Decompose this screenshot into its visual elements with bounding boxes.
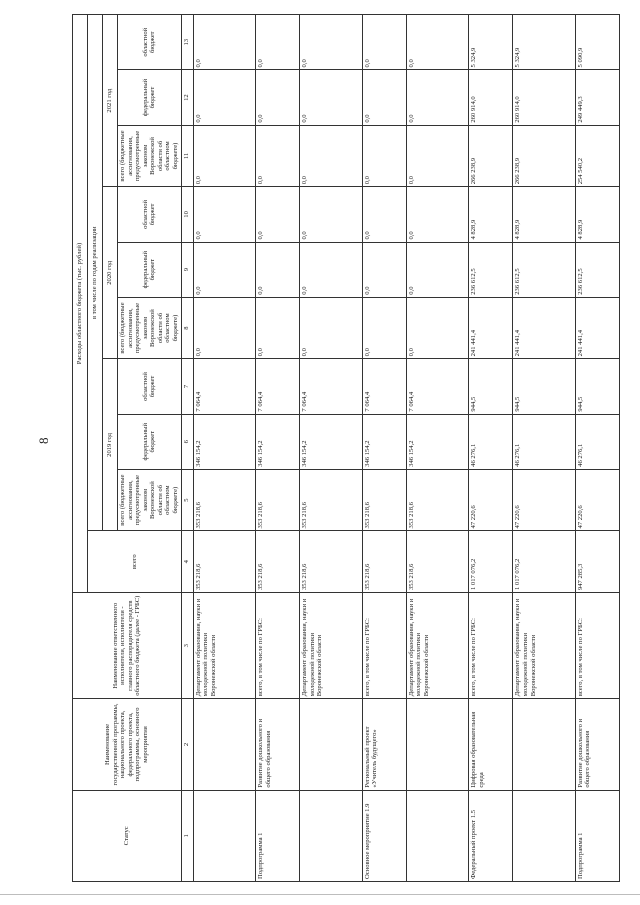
header-year-2021: 2021 год — [103, 15, 118, 187]
table-row — [193, 15, 255, 882]
row-value: 947 285,3 — [575, 531, 619, 593]
scan-bottom-rule — [0, 894, 640, 895]
row-value: 241 441,4 — [575, 297, 619, 359]
row-value: 266 238,9 — [469, 125, 513, 187]
row-value: 266 238,9 — [513, 125, 575, 187]
row-value: 47 220,6 — [575, 469, 619, 531]
row-value: 1 017 076,2 — [513, 531, 575, 593]
table-body — [193, 15, 619, 882]
header-year-2019: 2019 год — [103, 359, 118, 531]
column-number: 7 — [181, 359, 193, 414]
row-value: 241 441,4 — [513, 297, 575, 359]
row-value: 0,0 — [406, 187, 468, 242]
header-total: всего — [88, 531, 182, 593]
row-value: 0,0 — [300, 15, 362, 70]
row-executor: Департамент образования, науки и молодежной политики Воронежской области — [406, 593, 468, 699]
row-value: 260 914,0 — [513, 70, 575, 125]
row-executor: всего, в том числе по ГРБС: — [469, 593, 513, 699]
row-value: 46 276,1 — [469, 414, 513, 469]
row-program-name — [513, 699, 575, 790]
row-executor: всего, в том числе по ГРБС: — [362, 593, 406, 699]
row-value: 236 612,5 — [469, 242, 513, 297]
row-value: 353 218,6 — [256, 531, 300, 593]
row-value: 0,0 — [193, 187, 255, 242]
row-value: 236 612,5 — [513, 242, 575, 297]
row-program-name: Развитие дошкольного и общего образования — [256, 699, 300, 790]
row-value: 353 218,6 — [406, 531, 468, 593]
row-value: 5 090,9 — [575, 15, 619, 70]
row-value: 0,0 — [406, 70, 468, 125]
row-value: 4 828,9 — [469, 187, 513, 242]
row-value: 944,5 — [469, 359, 513, 414]
row-value: 353 218,6 — [362, 531, 406, 593]
row-value: 7 064,4 — [300, 359, 362, 414]
row-status: Основное мероприятие 1.9 — [362, 790, 406, 881]
row-status — [300, 790, 362, 881]
row-status: Подпрограмма 1 — [575, 790, 619, 881]
table-row — [256, 15, 300, 882]
row-value: 0,0 — [300, 297, 362, 359]
header-total-assign-2021: всего (бюджетные ассигнования, предусмотренные законом Воронежской области об областном бюджете) — [118, 125, 182, 187]
table-row — [300, 15, 362, 882]
column-number: 10 — [181, 187, 193, 242]
column-number: 5 — [181, 469, 193, 531]
row-program-name: Региональный проект «Учитель будущего» — [362, 699, 406, 790]
row-value: 346 154,2 — [300, 414, 362, 469]
table-row — [469, 15, 513, 882]
header-total-assign-2019: всего (бюджетные ассигнования, предусмотренные законом Воронежской области об областном бюджете) — [118, 469, 182, 531]
header-total-assign-2020: всего (бюджетные ассигнования, предусмотренные законом Воронежской области об областном бюджете) — [118, 297, 182, 359]
table-row — [513, 15, 575, 882]
row-value: 236 612,5 — [575, 242, 619, 297]
row-value: 346 154,2 — [362, 414, 406, 469]
header-program-name: Наименование государственной программы, национального проекта, федерального проекта, подпрограммы, основного мероприятия — [73, 699, 182, 790]
header-status: Статус — [73, 790, 182, 881]
row-value: 0,0 — [300, 70, 362, 125]
row-value: 0,0 — [193, 242, 255, 297]
rotated-page — [72, 14, 620, 882]
column-number: 6 — [181, 414, 193, 469]
row-value: 0,0 — [256, 125, 300, 187]
row-value: 0,0 — [193, 297, 255, 359]
header-federal-2020: федеральный бюджет — [118, 242, 182, 297]
row-executor: Департамент образования, науки и молодежной политики Воронежской области — [193, 593, 255, 699]
row-value: 0,0 — [193, 125, 255, 187]
row-value: 0,0 — [406, 125, 468, 187]
row-status — [406, 790, 468, 881]
column-number: 1 — [181, 790, 193, 881]
row-value: 260 914,0 — [469, 70, 513, 125]
row-status — [513, 790, 575, 881]
header-year-2020: 2020 год — [103, 187, 118, 359]
row-value: 5 324,9 — [469, 15, 513, 70]
page-number: 8 — [36, 437, 51, 444]
row-executor: всего, в том числе по ГРБС: — [256, 593, 300, 699]
row-value: 0,0 — [406, 297, 468, 359]
row-value: 0,0 — [300, 242, 362, 297]
row-value: 0,0 — [362, 125, 406, 187]
row-value: 353 218,6 — [300, 531, 362, 593]
header-regional-2021: областной бюджет — [118, 15, 182, 70]
row-value: 353 218,6 — [406, 469, 468, 531]
row-value: 346 154,2 — [256, 414, 300, 469]
column-number: 8 — [181, 297, 193, 359]
row-value: 0,0 — [193, 70, 255, 125]
row-value: 353 218,6 — [193, 469, 255, 531]
row-status — [193, 790, 255, 881]
column-number: 9 — [181, 242, 193, 297]
row-value: 0,0 — [193, 15, 255, 70]
row-value: 0,0 — [406, 242, 468, 297]
row-value: 254 540,2 — [575, 125, 619, 187]
budget-table — [72, 14, 620, 882]
row-value: 353 218,6 — [362, 469, 406, 531]
row-program-name: Цифровая образовательная среда — [469, 699, 513, 790]
row-value: 0,0 — [256, 15, 300, 70]
row-value: 0,0 — [256, 242, 300, 297]
header-including-years: в том числе по годам реализации — [88, 15, 103, 531]
row-status: Федеральный проект 1.5 — [469, 790, 513, 881]
column-number: 4 — [181, 531, 193, 593]
table-row — [575, 15, 619, 882]
row-value: 0,0 — [256, 297, 300, 359]
header-regional-2020: областной бюджет — [118, 187, 182, 242]
row-value: 241 441,4 — [469, 297, 513, 359]
row-value: 353 218,6 — [193, 531, 255, 593]
row-value: 7 064,4 — [406, 359, 468, 414]
row-value: 0,0 — [362, 70, 406, 125]
column-number: 13 — [181, 15, 193, 70]
row-value: 249 449,3 — [575, 70, 619, 125]
table-row — [406, 15, 468, 882]
row-value: 944,5 — [513, 359, 575, 414]
column-number: 11 — [181, 125, 193, 187]
row-value: 944,5 — [575, 359, 619, 414]
row-value: 7 064,4 — [362, 359, 406, 414]
column-number: 3 — [181, 593, 193, 699]
row-value: 0,0 — [256, 187, 300, 242]
column-number: 12 — [181, 70, 193, 125]
header-federal-2021: федеральный бюджет — [118, 70, 182, 125]
row-status: Подпрограмма 1 — [256, 790, 300, 881]
row-program-name: Развитие дошкольного и общего образования — [575, 699, 619, 790]
row-value: 0,0 — [362, 187, 406, 242]
row-value: 7 064,4 — [256, 359, 300, 414]
row-value: 0,0 — [300, 187, 362, 242]
row-program-name — [406, 699, 468, 790]
row-executor: Департамент образования, науки и молодежной политики Воронежской области — [300, 593, 362, 699]
row-value: 0,0 — [362, 242, 406, 297]
row-value: 0,0 — [256, 70, 300, 125]
row-value: 46 276,1 — [513, 414, 575, 469]
row-value: 353 218,6 — [300, 469, 362, 531]
row-program-name — [193, 699, 255, 790]
row-value: 4 828,9 — [575, 187, 619, 242]
row-program-name — [300, 699, 362, 790]
row-value: 46 276,1 — [575, 414, 619, 469]
row-value: 346 154,2 — [193, 414, 255, 469]
column-number-row — [181, 15, 193, 882]
row-value: 1 017 076,2 — [469, 531, 513, 593]
row-executor: всего, в том числе по ГРБС: — [575, 593, 619, 699]
row-value: 0,0 — [406, 15, 468, 70]
header-federal-2019: федеральный бюджет — [118, 414, 182, 469]
header-executor: Наименование ответственного исполнителя, исполнителя - главного распорядителя средств областного бюджета (далее - ГРБС) — [73, 593, 182, 699]
row-value: 0,0 — [362, 15, 406, 70]
row-value: 47 220,6 — [469, 469, 513, 531]
row-value: 7 064,4 — [193, 359, 255, 414]
row-value: 5 324,9 — [513, 15, 575, 70]
row-value: 4 828,9 — [513, 187, 575, 242]
row-value: 0,0 — [300, 125, 362, 187]
row-executor: Департамент образования, науки и молодежной политики Воронежской области — [513, 593, 575, 699]
row-value: 0,0 — [362, 297, 406, 359]
column-number: 2 — [181, 699, 193, 790]
row-value: 47 220,6 — [513, 469, 575, 531]
header-regional-2019: областной бюджет — [118, 359, 182, 414]
table-row — [362, 15, 406, 882]
row-value: 346 154,2 — [406, 414, 468, 469]
row-value: 353 218,6 — [256, 469, 300, 531]
header-expenses: Расходы областного бюджета (тыс. рублей) — [73, 15, 88, 593]
